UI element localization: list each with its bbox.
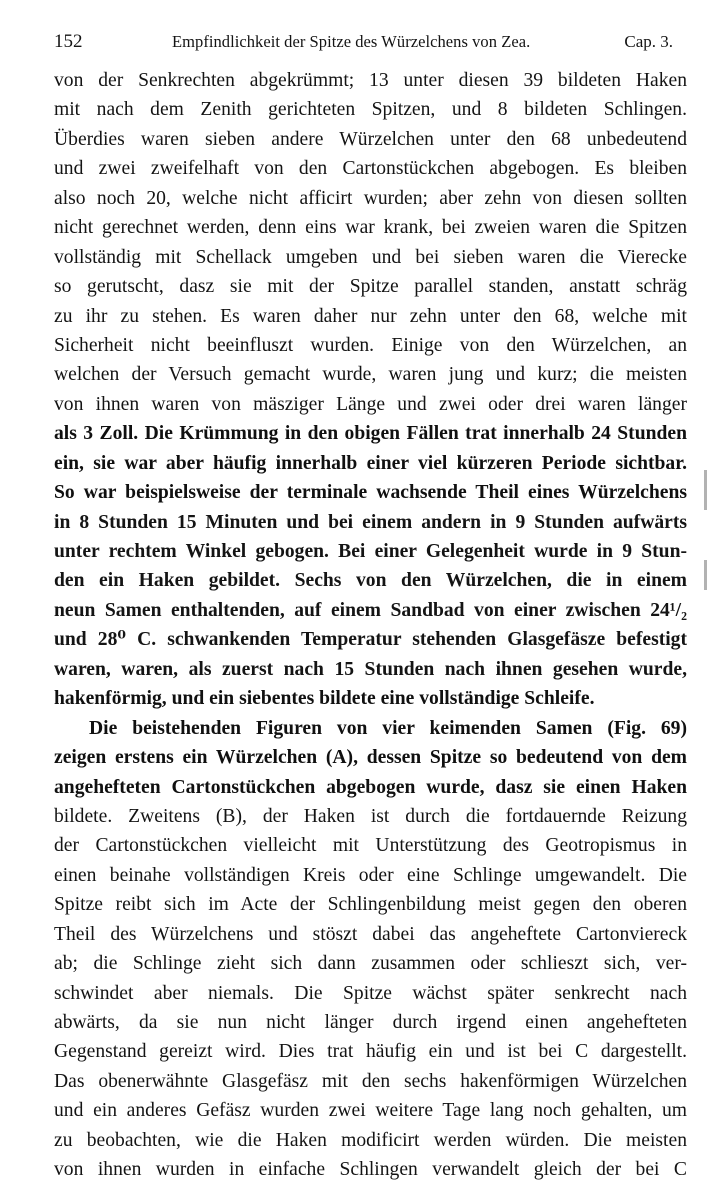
- text-line: mit nach dem Zenith gerichteten Spitzen, und 8 bildeten Schlingen.: [54, 99, 687, 121]
- text-line: von ihnen waren von mäsziger Länge und zwei oder drei waren länger: [54, 393, 687, 415]
- text-line: bildete. Zweitens (B), der Haken ist durch die fortdauernde Reizung: [54, 805, 687, 827]
- text-line: ab; die Schlinge zieht sich dann zusammen oder schlieszt sich, ver-: [54, 953, 687, 975]
- text-line: von ihnen wurden in einfache Schlingen verwandelt gleich der bei C: [54, 1159, 687, 1181]
- text-line: welchen der Versuch gemacht wurde, waren jung und kurz; die meisten: [54, 364, 687, 386]
- text-line: abwärts, da sie nun nicht länger durch irgend einen angehefteten: [54, 1012, 687, 1033]
- text-line: zu beobachten, wie die Haken modificirt werden würden. Die meisten: [54, 1129, 687, 1151]
- scan-edge-shadow: [704, 560, 707, 590]
- text-line: Sicherheit nicht beeinfluszt wurden. Einige von den Würzelchen, an: [54, 334, 687, 356]
- text-line: nicht gerechnet werden, denn eins war krank, bei zweien waren die Spitzen: [54, 217, 687, 239]
- body-text: [54, 66, 687, 1185]
- text-line: hakenförmig, und ein siebentes bildete eine vollständige Schleife.: [54, 688, 595, 710]
- text-line: zeigen erstens ein Würzelchen (A), dessen Spitze so bedeutend von dem: [54, 747, 687, 769]
- text-line: als 3 Zoll. Die Krümmung in den obigen Fällen trat innerhalb 24 Stunden: [54, 423, 687, 445]
- page-header: [54, 28, 687, 56]
- text-line: den ein Haken gebildet. Sechs von den Würzelchen, die in einem: [54, 570, 687, 592]
- text-line: Theil des Würzelchens und stöszt dabei das angeheftete Cartonviereck: [54, 923, 687, 945]
- text-line: Gegenstand gereizt wird. Dies trat häufig ein und ist bei C dargestellt.: [54, 1041, 687, 1063]
- text-line: schwindet aber niemals. Die Spitze wächst später senkrecht nach: [54, 982, 687, 1004]
- text-line: und 28⁰ C. schwankenden Temperatur stehenden Glasgefäsze befestigt: [54, 629, 687, 651]
- text-line: Überdies waren sieben andere Würzelchen unter den 68 unbedeutend: [54, 128, 687, 150]
- text-line: Die beistehenden Figuren von vier keimenden Samen (Fig. 69): [89, 717, 687, 739]
- text-line: in 8 Stunden 15 Minuten und bei einem andern in 9 Stunden aufwärts: [54, 511, 687, 533]
- text-line: von der Senkrechten abgekrümmt; 13 unter diesen 39 bildeten Haken: [54, 70, 687, 91]
- text-line: zu ihr zu stehen. Es waren daher nur zehn unter den 68, welche mit: [54, 305, 687, 327]
- text-line: angehefteten Cartonstückchen abgebogen wurde, dasz sie einen Haken: [54, 776, 687, 798]
- scan-edge-shadow: [704, 470, 707, 510]
- running-title: Empfindlichkeit der Spitze des Würzelchens von Zea.: [172, 32, 531, 51]
- text-line: einen beinahe vollständigen Kreis oder eine Schlinge umgewandelt. Die: [54, 864, 687, 886]
- chapter-label: Cap. 3.: [624, 32, 673, 51]
- text-line: der Cartonstückchen vielleicht mit Unterstützung des Geotropismus in: [54, 835, 687, 857]
- text-line: unter rechtem Winkel gebogen. Bei einer Gelegenheit wurde in 9 Stun-: [54, 541, 687, 562]
- text-line: ein, sie war aber häufig innerhalb einer viel kürzeren Periode sichtbar.: [54, 452, 687, 474]
- text-line: Spitze reibt sich im Acte der Schlingenbildung meist gegen den oberen: [54, 894, 687, 916]
- text-line: also noch 20, welche nicht afficirt wurden; aber zehn von diesen sollten: [54, 187, 687, 209]
- text-line: neun Samen enthaltenden, auf einem Sandbad von einer zwischen 24¹/₂: [54, 599, 687, 621]
- text-line: so gerutscht, dasz sie mit der Spitze parallel standen, anstatt schräg: [54, 276, 687, 298]
- page-number: 152: [54, 31, 83, 52]
- text-line: waren, waren, als zuerst nach 15 Stunden nach ihnen gesehen wurde,: [54, 658, 687, 680]
- text-line: und zwei zweifelhaft von den Cartonstückchen abgebogen. Es bleiben: [54, 158, 687, 180]
- text-line: vollständig mit Schellack umgeben und bei sieben waren die Vierecke: [54, 246, 687, 268]
- text-line: Das obenerwähnte Glasgefäsz mit den sechs hakenförmigen Würzelchen: [54, 1070, 687, 1092]
- text-line: So war beispielsweise der terminale wachsende Theil eines Würzelchens: [54, 482, 687, 504]
- text-line: und ein anderes Gefäsz wurden zwei weitere Tage lang noch gehalten, um: [54, 1100, 687, 1122]
